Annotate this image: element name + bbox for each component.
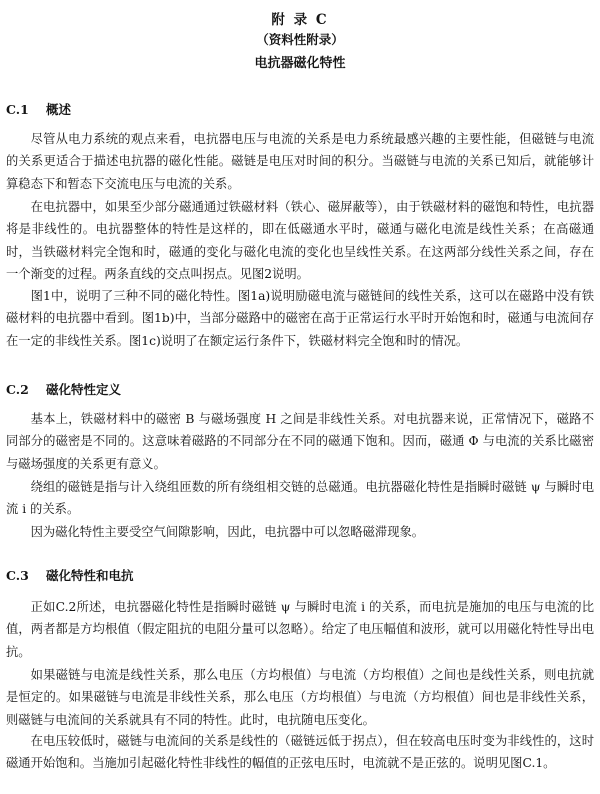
- annex-heading: 附 录 C: [271, 12, 329, 28]
- paragraph: 如果磁链与电流是线性关系，那么电压（方均根值）与电流（方均根值）之间也是线性关系，则电抗就是恒定的。如果磁链与电流是非线性关系，那么电压（方均根值）与电流（方均根值）间也是非线性关系，则磁链与电流间的关系就具有不同的特性。此时，电抗随电压变化。: [6, 668, 594, 727]
- paragraph: 基本上，铁磁材料中的磁密 B 与磁场强度 H 之间是非线性关系。对电抗器来说，正常情况下，磁路不同部分的磁密是不同的。这意味着磁路的不同部分在不同的磁通下饱和。因而，磁通 Φ 与电流的关系比磁密与磁场强度的关系更有意义。: [6, 412, 594, 471]
- annex-title: 电抗器磁化特性: [254, 56, 346, 71]
- section-number: C.1: [6, 102, 29, 117]
- paragraph: 在电抗器中，如果至少部分磁通通过铁磁材料（铁心、磁屏蔽等），由于铁磁材料的磁饱和特性，电抗器将是非线性的。电抗器整体的特性是这样的，即在低磁通水平时，磁通与磁化电流是线性关系；在高磁通时，当铁磁材料完全饱和时，磁通的变化与磁化电流的变化也呈线性关系。在这两部分线性关系之间，存在一个渐变的过程。两条直线的交点叫拐点。见图2说明。: [6, 200, 594, 281]
- section-heading-c2: [6, 380, 121, 398]
- section-number: C.3: [6, 568, 29, 583]
- paragraph: 尽管从电力系统的观点来看，电抗器电压与电流的关系是电力系统最感兴趣的主要性能，但磁链与电流的关系更适合于描述电抗器的磁化性能。磁链是电压对时间的积分。当磁链与电流的关系已知后，就能够计算稳态下和暂态下交流电压与电流的关系。: [6, 132, 594, 191]
- paragraph: 图1中，说明了三种不同的磁化特性。图1a)说明励磁电流与磁链间的线性关系，这可以在磁路中没有铁磁材料的电抗器中看到。图1b)中，当部分磁路中的磁密在高于正常运行水平时开始饱和时，磁通与电流间存在一定的非线性关系。图1c)说明了在额定运行条件下，铁磁材料完全饱和时的情况。: [6, 289, 594, 348]
- section-title: 磁化特性定义: [46, 382, 122, 397]
- section-heading-c1: [6, 100, 71, 118]
- paragraph: 因为磁化特性主要受空气间隙影响，因此，电抗器中可以忽略磁滞现象。: [30, 525, 425, 539]
- section-title: 磁化特性和电抗: [46, 568, 134, 583]
- section-number: C.2: [6, 382, 29, 397]
- paragraph: 绕组的磁链是指与计入绕组匝数的所有绕组相交链的总磁通。电抗器磁化特性是指瞬时磁链 ψ 与瞬时电流 i 的关系。: [6, 480, 594, 517]
- paragraph: 正如C.2所述，电抗器磁化特性是指瞬时磁链 ψ 与瞬时电流 i 的关系，而电抗是施加的电压与电流的比值，两者都是方均根值（假定阻抗的电阻分量可以忽略）。给定了电压幅值和波形，就可以用磁化特性导出电抗。: [6, 600, 594, 659]
- annex-subtitle: （资料性附录）: [256, 32, 344, 47]
- section-title: 概述: [46, 102, 72, 117]
- section-heading-c3: [6, 566, 134, 584]
- paragraph: 在电压较低时，磁链与电流间的关系是线性的（磁链远低于拐点），但在较高电压时变为非线性的，这时磁通开始饱和。当施加引起磁化特性非线性的幅值的正弦电压时，电流就不是正弦的。说明见图C.1。: [6, 734, 594, 771]
